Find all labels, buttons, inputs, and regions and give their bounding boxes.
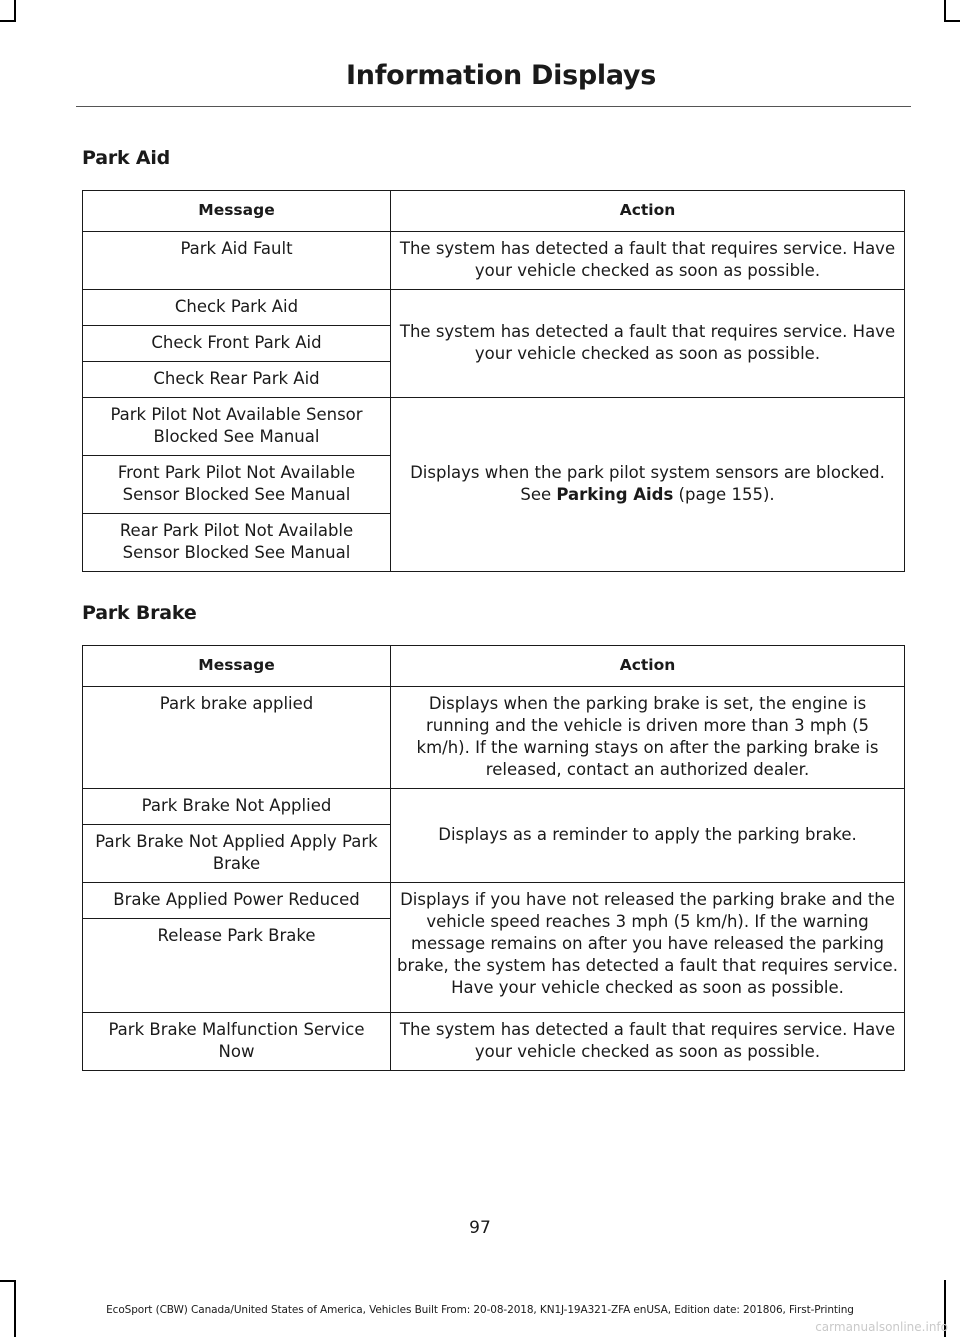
- action-cell: The system has detected a fault that requires service. Have your vehicle checked as soon as possible.: [391, 290, 905, 398]
- action-cell: Displays as a reminder to apply the parking brake.: [391, 789, 905, 883]
- action-cell: The system has detected a fault that requires service. Have your vehicle checked as soon as possible.: [391, 1013, 905, 1071]
- park-aid-table: [82, 190, 905, 572]
- column-header-message: Message: [83, 191, 391, 232]
- table-header-row: [83, 191, 905, 232]
- table-row: [83, 232, 905, 290]
- header-divider: [76, 106, 911, 107]
- action-cell: [391, 398, 905, 572]
- message-cell: Park Aid Fault: [83, 232, 391, 290]
- message-cell: Park Pilot Not Available Sensor Blocked See Manual: [83, 398, 391, 456]
- page-number: 97: [469, 1218, 491, 1238]
- watermark: carmanualsonline.info: [815, 1320, 948, 1334]
- park-brake-table: [82, 645, 905, 1071]
- message-cell: Park Brake Not Applied: [83, 789, 391, 825]
- action-cell: The system has detected a fault that requires service. Have your vehicle checked as soon as possible.: [391, 232, 905, 290]
- action-cell: Displays when the parking brake is set, the engine is running and the vehicle is driven more than 3 mph (5 km/h). If the warning stays on after the parking brake is released, contact an authorized dealer.: [391, 687, 905, 789]
- crop-mark: [944, 0, 946, 22]
- message-cell: Park Brake Malfunction Service Now: [83, 1013, 391, 1071]
- table-row: [83, 290, 905, 326]
- table-row: [83, 687, 905, 789]
- message-cell: Check Rear Park Aid: [83, 362, 391, 398]
- footer-edition-text: EcoSport (CBW) Canada/United States of America, Vehicles Built From: 20-08-2018, KN1J-19A321-ZFA enUSA, Edition date: 201806, First-Printing: [106, 1304, 854, 1316]
- section-title-park-aid: Park Aid: [82, 147, 171, 169]
- message-cell: Park Brake Not Applied Apply Park Brake: [83, 825, 391, 883]
- section-title-park-brake: Park Brake: [82, 602, 197, 624]
- column-header-action: Action: [391, 646, 905, 687]
- message-cell: Check Front Park Aid: [83, 326, 391, 362]
- crop-mark: [944, 20, 960, 22]
- table-row: [83, 1013, 905, 1071]
- table-row: [83, 398, 905, 456]
- message-cell: Brake Applied Power Reduced: [83, 883, 391, 919]
- message-cell: Rear Park Pilot Not Available Sensor Blocked See Manual: [83, 514, 391, 572]
- message-cell: Release Park Brake: [83, 919, 391, 1013]
- table-row: [83, 789, 905, 825]
- column-header-action: Action: [391, 191, 905, 232]
- page-title: Information Displays: [346, 60, 656, 91]
- action-cell: Displays if you have not released the parking brake and the vehicle speed reaches 3 mph (5 km/h). If the warning message remains on after you have released the parking brake, the system has detected a fault that requires service. Have your vehicle checked as soon as possible.: [391, 883, 905, 1013]
- column-header-message: Message: [83, 646, 391, 687]
- parking-aids-link[interactable]: Parking Aids: [556, 485, 674, 504]
- message-cell: Check Park Aid: [83, 290, 391, 326]
- message-cell: Front Park Pilot Not Available Sensor Blocked See Manual: [83, 456, 391, 514]
- crop-mark: [0, 20, 16, 22]
- action-text: Displays when the park pilot system sensors are blocked. See: [410, 463, 885, 504]
- page-reference: (page 155).: [673, 485, 775, 504]
- table-row: [83, 883, 905, 919]
- message-cell: Park brake applied: [83, 687, 391, 789]
- crop-mark: [0, 1280, 16, 1282]
- crop-mark: [14, 0, 16, 22]
- table-header-row: [83, 646, 905, 687]
